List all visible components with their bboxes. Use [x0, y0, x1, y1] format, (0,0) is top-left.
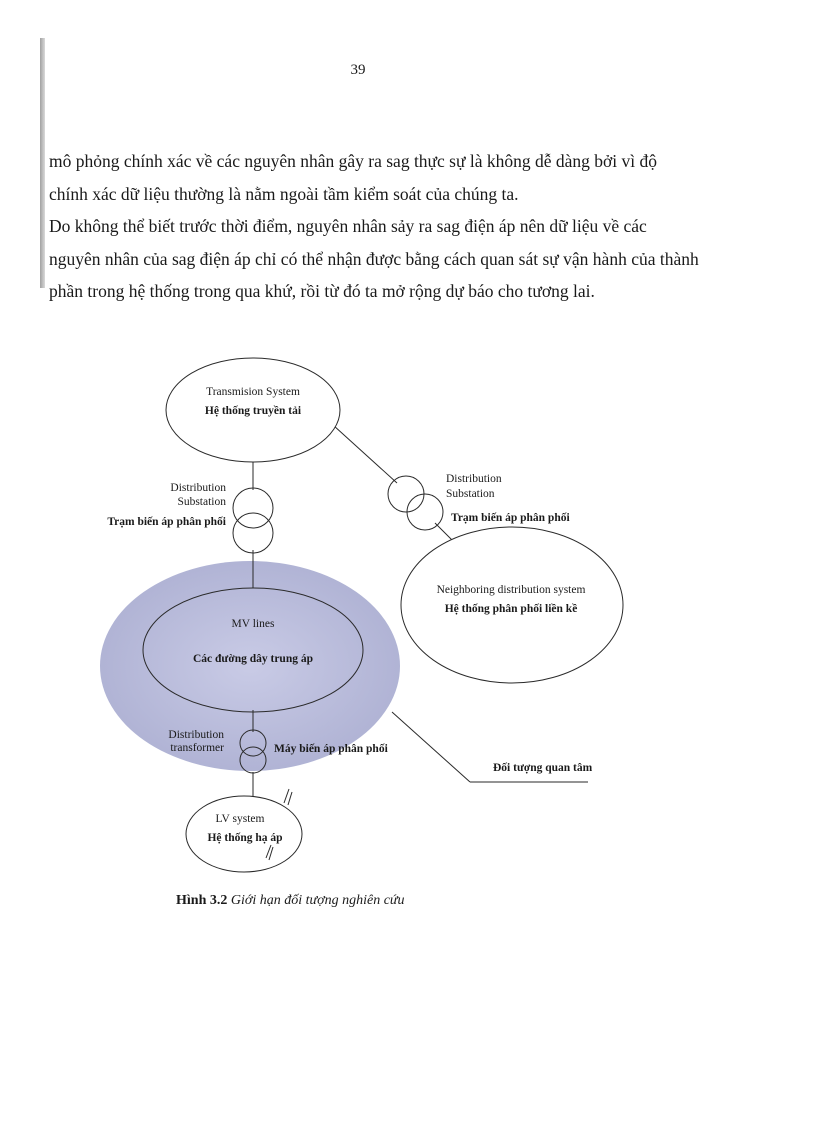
transmission-label-vi: Hệ thống truyền tải	[204, 405, 302, 417]
page-number: 39	[350, 62, 366, 78]
substation-left-lower-coil	[233, 513, 273, 553]
transmission-label-en: Transmision System	[206, 386, 300, 398]
paragraph-1: mô phỏng chính xác về các nguyên nhân gây ra sag thực sự là không dễ dàng bởi vì độ chính xác dữ liệu thường là nằm ngoài tầm kiểm soát của chúng ta.	[49, 151, 657, 204]
neighboring-label-en: Neighboring distribution system	[436, 584, 586, 596]
line-transmission-to-right-substation	[333, 425, 397, 483]
figure-caption	[176, 893, 405, 909]
substation-left-label-vi: Trạm biến áp phân phối	[107, 516, 226, 528]
substation-right-label-en-2: Substation	[446, 488, 495, 500]
figure-caption-label: Hình 3.2	[176, 893, 228, 908]
transformer-label-en-1: Distribution	[168, 729, 224, 741]
substation-left-upper-coil	[233, 488, 273, 528]
substation-right-label-vi: Trạm biến áp phân phối	[451, 512, 570, 524]
lv-label-vi: Hệ thống hạ áp	[207, 832, 283, 844]
paragraph-2: Do không thể biết trước thời điểm, nguyên nhân sảy ra sag điện áp nên dữ liệu về các nguyên nhân của sag điện áp chỉ có thể nhận được bằng cách quan sát sự vận hành của thành phần trong hệ thống trong qua khứ, rồi từ đó ta mở rộng dự báo cho tương lai.	[49, 216, 699, 301]
region-of-interest-shade	[100, 561, 400, 771]
substation-right-upper-coil	[388, 476, 424, 512]
transformer-label-en-2: transformer	[170, 742, 224, 754]
mv-lines-label-en: MV lines	[231, 618, 275, 630]
figure-caption-text: Giới hạn đối tượng nghiên cứu	[230, 893, 405, 908]
substation-right-lower-coil	[407, 494, 443, 530]
substation-left-label-en-2: Substation	[177, 496, 226, 508]
transformer-label-vi: Máy biến áp phân phối	[274, 743, 388, 755]
substation-right-label-en-1: Distribution	[446, 473, 502, 485]
neighboring-label-vi: Hệ thống phân phối liền kề	[444, 603, 578, 615]
lv-label-en: LV system	[215, 813, 265, 825]
substation-left-label-en-1: Distribution	[170, 482, 226, 494]
pointer-line-diagonal	[392, 712, 470, 782]
object-of-interest-label: Đối tượng quan tâm	[493, 762, 593, 774]
mv-lines-label-vi: Các đường dây trung áp	[193, 653, 313, 665]
